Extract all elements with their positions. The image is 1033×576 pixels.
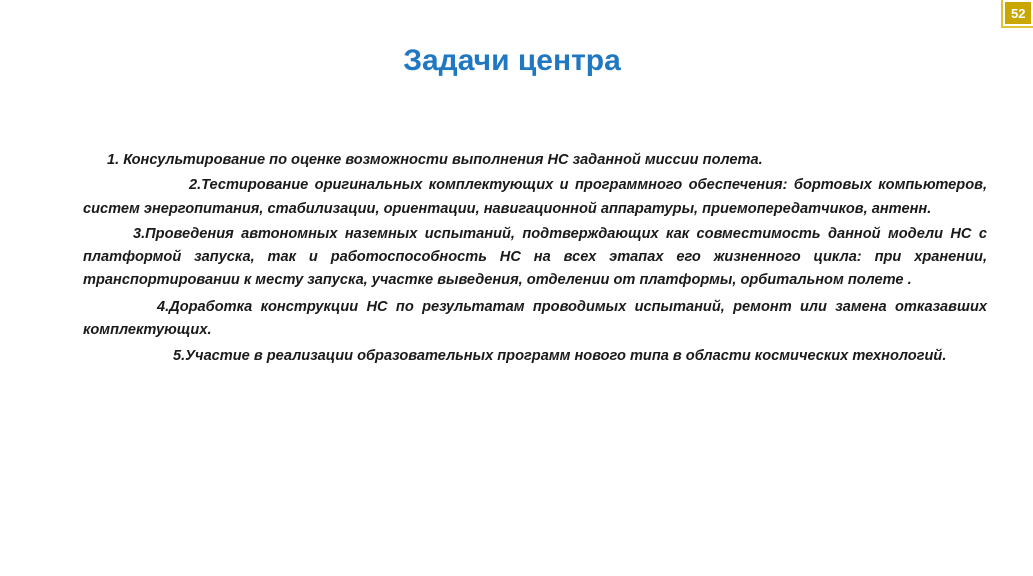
- page-number-badge: [1003, 0, 1033, 26]
- task-item-1: 1. Консультирование по оценке возможности выполнения НС заданной миссии полета.: [107, 152, 763, 168]
- task-item-3: 3.Проведения автономных наземных испытаний, подтверждающих как совместимость данной модели НС с платформой запуска, так и работоспособность НС на всех этапах его жизненного цикла: при хранении, транспортировании к месту запуска, участке выведения, отделении от платформы, орбитальном полете .: [83, 225, 987, 289]
- task-item-5: 5.Участие в реализации образовательных программ нового типа в области космических технологий.: [173, 348, 947, 365]
- page-number: 52: [1011, 6, 1026, 21]
- task-item-2: 2.Тестирование оригинальных комплектующих и программного обеспечения: бортовых компьютеров, систем энергопитания, стабилизации, ориентации, навигационной аппаратуры, приемопередатчиков, антенн.: [83, 177, 987, 217]
- slide-title: Задачи центра: [403, 44, 621, 77]
- task-item-4: 4.Доработка конструкции НС по результатам проводимых испытаний, ремонт или замена отказавших комплектующих.: [83, 298, 987, 339]
- task-list: [83, 149, 987, 371]
